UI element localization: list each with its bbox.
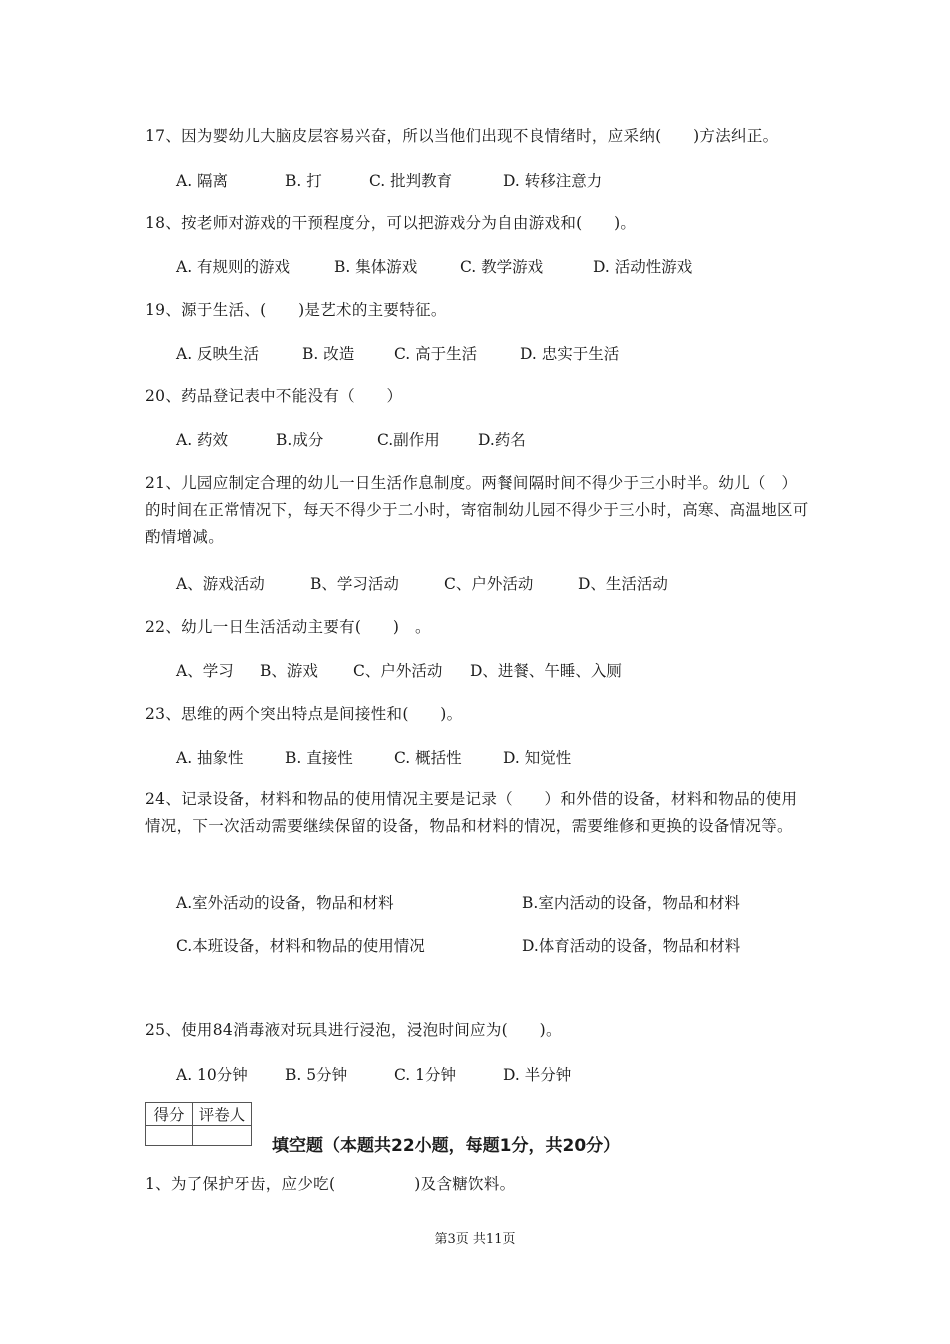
- page-footer: 第3页 共11页: [434, 1232, 516, 1247]
- question-19: 19、源于生活、( )是艺术的主要特征。: [145, 301, 447, 319]
- question-24: 24、记录设备，材料和物品的使用情况主要是记录（ ）和外借的设备，材料和物品的使用情况，下一次活动需要继续保留的设备，物品和材料的情况，需要维修和更换的设备情况等。: [145, 790, 798, 835]
- option: A. 反映生活: [176, 345, 260, 363]
- option: D. 知觉性: [503, 749, 572, 767]
- option: A、学习: [176, 662, 234, 680]
- question-20-options: [176, 430, 526, 450]
- option: B. 集体游戏: [334, 258, 418, 276]
- option: C.副作用: [377, 431, 440, 449]
- option: A. 抽象性: [176, 749, 244, 767]
- option: D. 半分钟: [503, 1066, 572, 1084]
- option: A. 药效: [176, 431, 229, 449]
- option: C. 概括性: [394, 749, 462, 767]
- option: C.本班设备，材料和物品的使用情况: [176, 937, 425, 955]
- question-18-options: [176, 257, 692, 277]
- option: B.室内活动的设备，物品和材料: [522, 894, 740, 912]
- option: B. 改造: [302, 345, 355, 363]
- option: D. 活动性游戏: [593, 258, 693, 276]
- option: C. 教学游戏: [460, 258, 544, 276]
- option: C、户外活动: [444, 575, 534, 593]
- option: D、进餐、午睡、入厕: [470, 662, 622, 680]
- score-header: 得分: [146, 1103, 193, 1126]
- fill-question-1: 1、为了保护牙齿，应少吃( )及含糖饮料。: [145, 1175, 516, 1193]
- option: A.室外活动的设备，物品和材料: [176, 894, 394, 912]
- option: D. 忠实于生活: [520, 345, 620, 363]
- option: B.成分: [276, 431, 324, 449]
- question-20: 20、药品登记表中不能没有（ ）: [145, 387, 403, 405]
- question-21: 21、儿园应制定合理的幼儿一日生活作息制度。两餐间隔时间不得少于三小时半。幼儿（ ）的时间在正常情况下，每天不得少于二小时，寄宿制幼儿园不得少于三小时，高寒、高温地区可酌情增减。: [145, 474, 809, 546]
- question-22-options: [176, 661, 622, 681]
- option: D、生活活动: [578, 575, 668, 593]
- option: B、学习活动: [310, 575, 399, 593]
- option: D. 转移注意力: [503, 172, 603, 190]
- option: B. 打: [285, 172, 322, 190]
- question-25: 25、使用84消毒液对玩具进行浸泡，浸泡时间应为( )。: [145, 1021, 562, 1039]
- option: C、户外活动: [353, 662, 443, 680]
- option: B. 5分钟: [285, 1066, 348, 1084]
- score-table: [145, 1102, 252, 1146]
- option: C. 1分钟: [394, 1066, 457, 1084]
- question-18: 18、按老师对游戏的干预程度分，可以把游戏分为自由游戏和( )。: [145, 214, 637, 232]
- option: D.体育活动的设备，物品和材料: [522, 937, 741, 955]
- option: A. 隔离: [176, 172, 229, 190]
- question-22: 22、幼儿一日生活活动主要有( ) 。: [145, 618, 431, 636]
- question-21-options: [176, 574, 668, 594]
- question-23-options: [176, 748, 571, 768]
- question-25-options: [176, 1065, 571, 1085]
- option: C. 批判教育: [369, 172, 453, 190]
- question-19-options: [176, 344, 619, 364]
- option: A、游戏活动: [176, 575, 265, 593]
- grader-header: 评卷人: [193, 1103, 252, 1126]
- score-cell: [146, 1126, 193, 1146]
- grader-cell: [193, 1126, 252, 1146]
- section-title: 填空题（本题共22小题，每题1分，共20分）: [272, 1136, 621, 1156]
- option: A. 有规则的游戏: [176, 258, 291, 276]
- question-17-options: [176, 171, 602, 191]
- option: B. 直接性: [285, 749, 353, 767]
- option: C. 高于生活: [394, 345, 478, 363]
- question-23: 23、思维的两个突出特点是间接性和( )。: [145, 705, 463, 723]
- option: D.药名: [478, 431, 526, 449]
- option: A. 10分钟: [176, 1066, 248, 1084]
- question-17: 17、因为婴幼儿大脑皮层容易兴奋，所以当他们出现不良情绪时，应采纳( )方法纠正。: [145, 127, 779, 145]
- option: B、游戏: [260, 662, 318, 680]
